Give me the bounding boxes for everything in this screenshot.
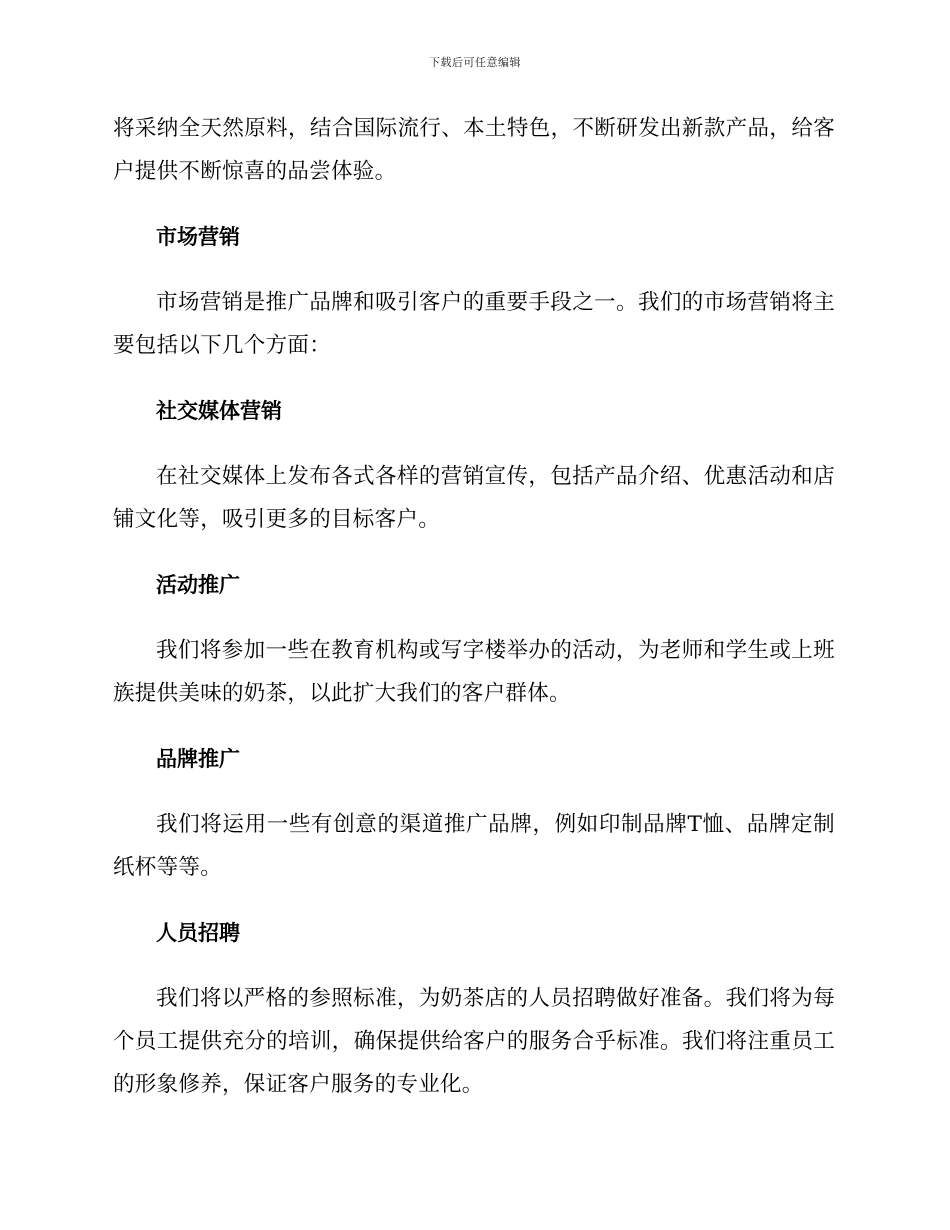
paragraph-recruitment: 我们将以严格的参照标准，为奶茶店的人员招聘做好准备。我们将为每个员工提供充分的培训，确保提供给客户的服务合乎标准。我们将注重员工的形象修养，保证客户服务的专业化。 [113,986,835,1097]
heading-social-media-marketing: 社交媒体营销 [156,399,282,423]
heading-brand-promotion: 品牌推广 [156,747,240,771]
heading-event-promotion: 活动推广 [156,573,240,597]
heading-recruitment: 人员招聘 [156,921,240,945]
page-header-note: 下载后可任意编辑 [429,56,521,69]
paragraph-social-media-marketing: 在社交媒体上发布各式各样的营销宣传，包括产品介绍、优惠活动和店铺文化等，吸引更多的目标客户。 [113,464,835,532]
paragraph-marketing-intro: 市场营销是推广品牌和吸引客户的重要手段之一。我们的市场营销将主要包括以下几个方面： [113,290,835,358]
paragraph-product-development: 将采纳全天然原料，结合国际流行、本土特色，不断研发出新款产品，给客户提供不断惊喜的品尝体验。 [113,116,835,184]
paragraph-event-promotion: 我们将参加一些在教育机构或写字楼举办的活动，为老师和学生或上班族提供美味的奶茶，以此扩大我们的客户群体。 [113,638,835,706]
heading-marketing: 市场营销 [156,225,240,249]
paragraph-brand-promotion: 我们将运用一些有创意的渠道推广品牌，例如印制品牌T恤、品牌定制纸杯等等。 [113,812,835,880]
document-body [113,107,835,1129]
